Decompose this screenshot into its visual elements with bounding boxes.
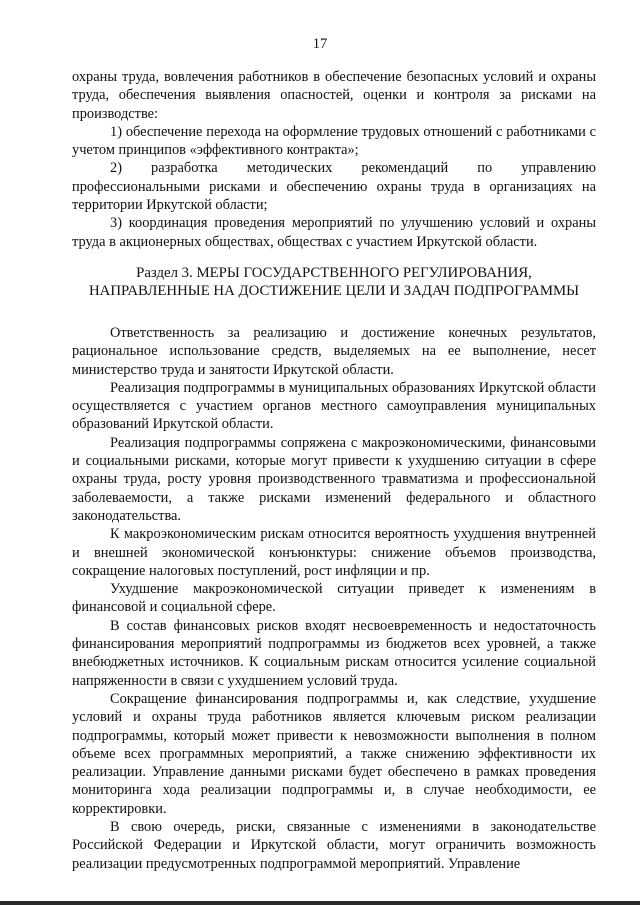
- page-number: 17: [312, 36, 328, 52]
- paragraph-macro-risks: К макроэкономическим рискам относится вероятность ухудшения внутренней и внешней экономической конъюнктуры: снижение объемов производства, сокращение налоговых поступлений, рост инфляции и пр.: [72, 526, 596, 579]
- list-item-1: 1) обеспечение перехода на оформление трудовых отношений с работниками с учетом принципов «эффективного контракта»;: [72, 123, 596, 159]
- paragraph-financial-risks: В состав финансовых рисков входят несвоевременность и недостаточность финансирования мероприятий подпрограммы из бюджетов всех уровней, а также внебюджетных источников. К социальным рискам относится усиление социальной напряженности в связи с ухудшением условий труда.: [72, 617, 596, 689]
- paragraph-municipal: Реализация подпрограммы в муниципальных образованиях Иркутской области осуществляется с участием органов местного самоуправления муниципальных образований Иркутской области.: [72, 379, 596, 433]
- paragraph-funding-cut: Сокращение финансирования подпрограммы и, как следствие, ухудшение условий и охраны труда работников является ключевым риском реализации подпрограммы, который может привести к невозможности выполнения в полном объеме всех программных мероприятий, а также снижению эффективности их реализации. Управление данными рисками будет обеспечено в рамках проведения мониторинга хода реализации подпрограммы и, в случае необходимости, ее корректировки.: [72, 690, 596, 817]
- list-item-2: 2) разработка методических рекомендаций по управлению профессиональными рисками и обеспечению охраны труда в организациях на территории Иркутской области;: [72, 160, 596, 214]
- paragraph-legal-risks: В свою очередь, риски, связанные с изменениями в законодательстве Российской Федерации и Иркутской области, могут ограничить возможность реализации предусмотренных подпрограммой мероприятий. Управление: [72, 818, 596, 872]
- section-heading-line-1: Раздел 3. МЕРЫ ГОСУДАРСТВЕННОГО РЕГУЛИРОВАНИЯ,: [136, 264, 532, 281]
- paragraph-responsibility: Ответственность за реализацию и достижение конечных результатов, рациональное использование средств, выделяемых на ее выполнение, несет министерство труда и занятости Иркутской области.: [72, 324, 596, 378]
- paragraph-continuation: охраны труда, вовлечения работников в обеспечение безопасных условий и охраны труда, обеспечения выявления опасностей, оценки и контроля за рисками на производстве:: [72, 69, 596, 122]
- page-bottom-edge: [0, 901, 640, 905]
- paragraph-macro-worsening: Ухудшение макроэкономической ситуации приведет к изменениям в финансовой и социальной сфере.: [72, 581, 596, 616]
- paragraph-risks-overview: Реализация подпрограммы сопряжена с макроэкономическими, финансовыми и социальными рисками, которые могут привести к ухудшению ситуации в сфере охраны труда, росту уровня производственного травматизма и профессиональной заболеваемости, а также рисками изменений федерального и областного законодательства.: [72, 434, 596, 524]
- section-heading-line-2: НАПРАВЛЕННЫЕ НА ДОСТИЖЕНИЕ ЦЕЛИ И ЗАДАЧ ПОДПРОГРАММЫ: [88, 283, 580, 300]
- page-content: [72, 68, 596, 873]
- list-item-3: 3) координация проведения мероприятий по улучшению условий и охраны труда в акционерных обществах, обществах с участием Иркутской области.: [72, 215, 596, 250]
- section-heading: [72, 264, 596, 301]
